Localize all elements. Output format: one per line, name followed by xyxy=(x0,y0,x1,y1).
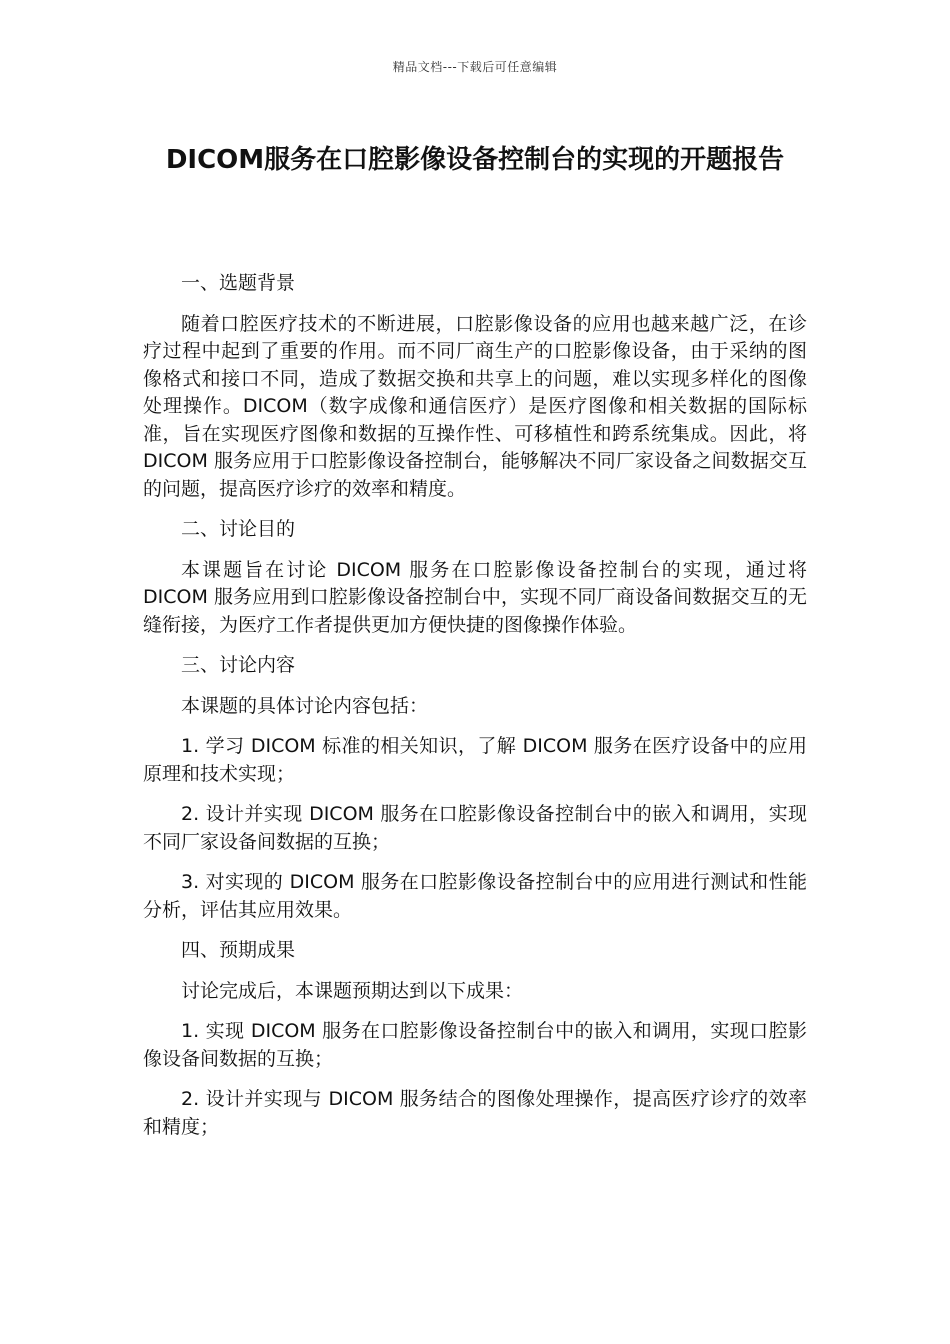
list-item-outcome-2: 2. 设计并实现与 DICOM 服务结合的图像处理操作，提高医疗诊疗的效率和精度； xyxy=(143,1088,807,1138)
document-body xyxy=(143,270,807,1154)
list-item-content-3: 3. 对实现的 DICOM 服务在口腔影像设备控制台中的应用进行测试和性能分析，评估其应用效果。 xyxy=(143,871,807,921)
section-heading-background: 一、选题背景 xyxy=(181,272,296,294)
list-item-outcome-1: 1. 实现 DICOM 服务在口腔影像设备控制台中的嵌入和调用，实现口腔影像设备间数据的互换； xyxy=(143,1020,807,1070)
section-heading-content: 三、讨论内容 xyxy=(181,654,296,676)
header-note: 精品文档---下载后可任意编辑 xyxy=(392,60,558,74)
document-title: DICOM服务在口腔影像设备控制台的实现的开题报告 xyxy=(165,145,785,175)
paragraph-content-intro: 本课题的具体讨论内容包括： xyxy=(181,694,429,717)
paragraph-purpose: 本课题旨在讨论 DICOM 服务在口腔影像设备控制台的实现，通过将 DICOM 服务应用到口腔影像设备控制台中，实现不同厂商设备间数据交互的无缝衔接，为医疗工作者提供更加方便快捷的图像操作体验。 xyxy=(143,558,807,636)
list-item-content-1: 1. 学习 DICOM 标准的相关知识，了解 DICOM 服务在医疗设备中的应用原理和技术实现； xyxy=(143,735,807,785)
paragraph-background: 随着口腔医疗技术的不断进展，口腔影像设备的应用也越来越广泛，在诊疗过程中起到了重要的作用。而不同厂商生产的口腔影像设备，由于采纳的图像格式和接口不同，造成了数据交换和共享上的问题，难以实现多样化的图像处理操作。DICOM（数字成像和通信医疗）是医疗图像和相关数据的国际标准，旨在实现医疗图像和数据的互操作性、可移植性和跨系统集成。因此，将 DICOM 服务应用于口腔影像设备控制台，能够解决不同厂家设备之间数据交互的问题，提高医疗诊疗的效率和精度。 xyxy=(143,312,807,500)
section-heading-purpose: 二、讨论目的 xyxy=(181,518,296,540)
paragraph-outcomes-intro: 讨论完成后，本课题预期达到以下成果： xyxy=(181,979,524,1002)
list-item-content-2: 2. 设计并实现 DICOM 服务在口腔影像设备控制台中的嵌入和调用，实现不同厂家设备间数据的互换； xyxy=(143,803,807,853)
section-heading-outcomes: 四、预期成果 xyxy=(181,939,296,961)
